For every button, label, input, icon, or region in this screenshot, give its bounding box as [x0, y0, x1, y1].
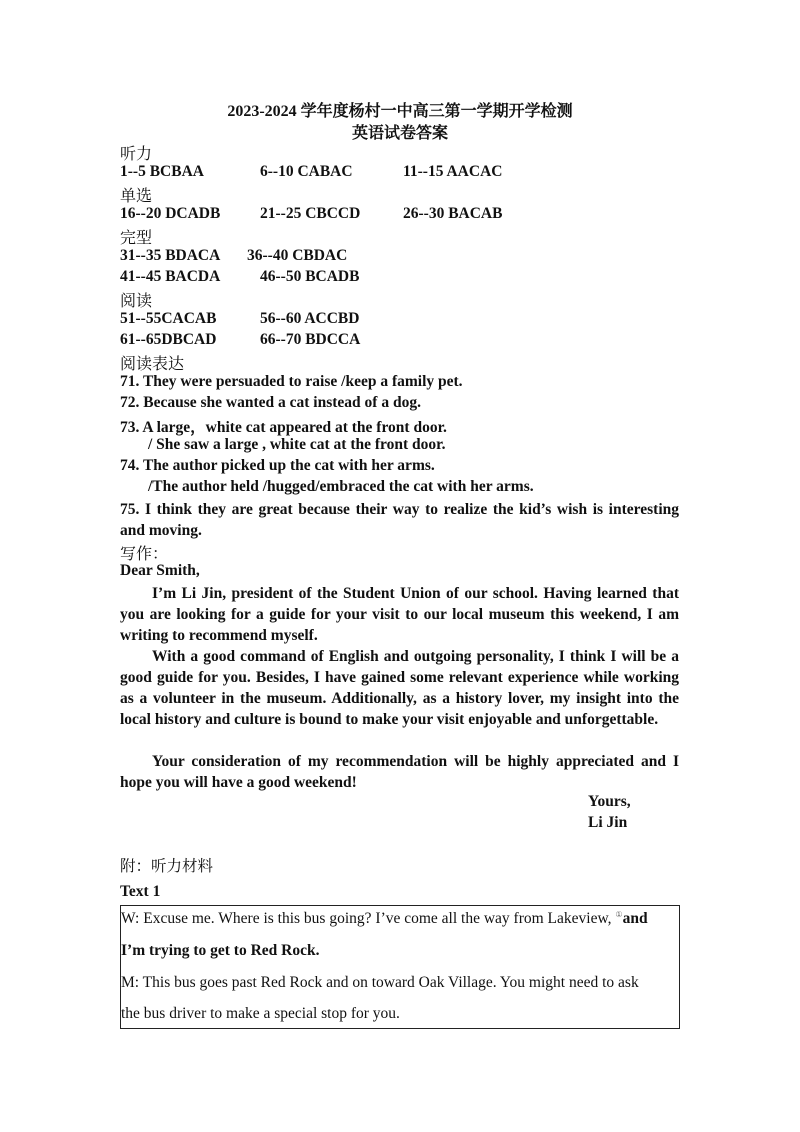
answer-group: 11--15 AACAC: [403, 163, 503, 180]
letter-paragraph-1: I’m Li Jin, president of the Student Union of our school. Having learned that you are looking for a guide for your visit to our local museum this weekend, I am writing to recommend myself.: [120, 585, 679, 644]
transcript-box: [120, 905, 680, 1029]
answer-group: 41--45 BACDA: [120, 268, 221, 285]
answer-74: 74. The author picked up the cat with her arms.: [120, 457, 435, 474]
section-listening-label: 听力: [120, 146, 153, 163]
letter-closing: Yours,: [588, 793, 631, 810]
appendix-label: 附：听力材料: [120, 858, 214, 875]
transcript-w-line-2: I’m trying to get to Red Rock.: [121, 942, 320, 959]
answer-group: 56--60 ACCBD: [260, 310, 360, 327]
text-1-title: Text 1: [120, 883, 161, 900]
transcript-w-text: W: Excuse me. Where is this bus going? I’ve come all the way from Lakeview,: [121, 910, 612, 928]
answer-group: 1--5 BCBAA: [120, 163, 204, 180]
footnote-marker: ①: [615, 910, 623, 919]
section-reading-expression-label: 阅读表达: [120, 356, 185, 373]
transcript-w-bold-tail: and: [622, 910, 648, 928]
answer-group: 66--70 BDCCA: [260, 331, 361, 348]
answer-73-alt: / She saw a large , white cat at the front door.: [148, 436, 446, 453]
transcript-w-line: [121, 910, 648, 928]
section-reading-label: 阅读: [120, 293, 153, 310]
section-writing-label: 写作：: [120, 546, 169, 563]
answer-group: 46--50 BCADB: [260, 268, 360, 285]
answer-74-alt: /The author held /hugged/embraced the cat with her arms.: [148, 478, 534, 495]
answer-group: 26--30 BACAB: [403, 205, 503, 222]
answer-75: 75. I think they are great because their way to realize the kid’s wish is interesting and moving.: [120, 501, 679, 539]
transcript-m-line: M: This bus goes past Red Rock and on toward Oak Village. You might need to ask: [121, 974, 639, 991]
answer-group: 36--40 CBDAC: [247, 247, 348, 264]
page-subtitle: 英语试卷答案: [351, 125, 448, 142]
answer-73: 73. A large，white cat appeared at the front door.: [120, 419, 447, 436]
answer-71: 71. They were persuaded to raise /keep a family pet.: [120, 373, 463, 390]
answer-72: 72. Because she wanted a cat instead of a dog.: [120, 394, 421, 411]
answer-group: 31--35 BDACA: [120, 247, 221, 264]
answer-group: 6--10 CABAC: [260, 163, 353, 180]
letter-paragraph-3: Your consideration of my recommendation will be highly appreciated and I hope you will have a good weekend!: [120, 753, 679, 791]
answer-group: 21--25 CBCCD: [260, 205, 361, 222]
letter-greeting: Dear Smith,: [120, 562, 200, 579]
section-single-choice-label: 单选: [120, 188, 153, 205]
page-title: 2023-2024 学年度杨村一中高三第一学期开学检测: [227, 103, 573, 120]
section-cloze-label: 完型: [120, 230, 153, 247]
letter-signature: Li Jin: [588, 814, 628, 831]
transcript-m-line-2: the bus driver to make a special stop for you.: [121, 1005, 400, 1022]
answer-group: 16--20 DCADB: [120, 205, 221, 222]
answer-group: 61--65DBCAD: [120, 331, 217, 348]
letter-paragraph-2: With a good command of English and outgoing personality, I think I will be a good guide for you. Besides, I have gained some relevant experience while working as a volunteer in the museum. Additionally, as a history lover, my insight into the local history and culture is bound to make your visit enjoyable and unforgettable.: [120, 648, 679, 728]
answer-group: 51--55CACAB: [120, 310, 217, 327]
